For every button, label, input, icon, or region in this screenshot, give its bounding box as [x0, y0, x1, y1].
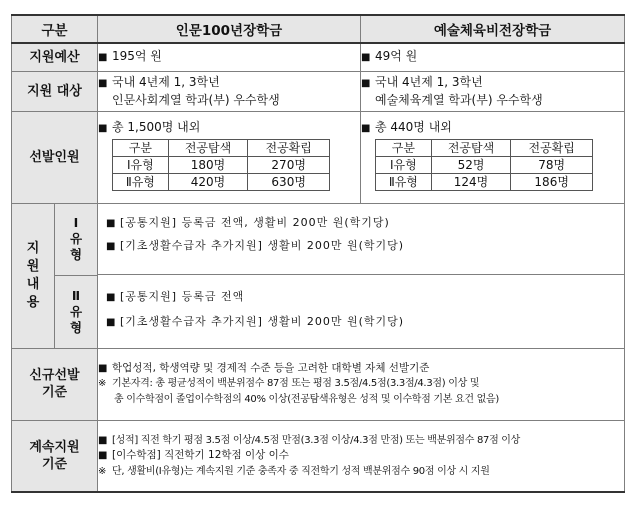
reference-mark-icon: ※: [98, 465, 107, 477]
selection-col2: [361, 111, 625, 203]
support-content: [98, 203, 625, 348]
selection-row: [12, 111, 625, 203]
header-col2: 예술체육비전장학금: [361, 15, 625, 43]
square-bullet-icon: ■: [98, 78, 108, 89]
square-bullet-icon: ■: [106, 218, 117, 229]
target-col2: [361, 71, 625, 111]
square-bullet-icon: ■: [98, 434, 108, 446]
square-bullet-icon: ■: [98, 362, 108, 374]
selection-col1: [98, 111, 361, 203]
cont-criteria-row: [12, 420, 625, 492]
budget-col2: [361, 43, 625, 71]
type1-line1: [공통지원] 등록금 전액, 생활비 200만 원(학기당): [120, 216, 390, 229]
inner-cell: 270명: [248, 157, 330, 174]
inner-cell: Ⅰ유형: [113, 157, 169, 174]
support-label-grid: [12, 204, 97, 348]
header-row: [12, 15, 625, 43]
inner-cell: 180명: [168, 157, 248, 174]
inner-header: 전공탐색: [431, 140, 511, 157]
support-label-cell: [12, 203, 98, 348]
new-criteria-content: [98, 348, 625, 420]
target-col2-line1: 국내 4년제 1, 3학년: [375, 75, 483, 89]
inner-header: 구분: [113, 140, 169, 157]
square-bullet-icon: ■: [361, 123, 371, 134]
cont-criteria-content: [98, 420, 625, 492]
cont-criteria-note: 단, 생활비(Ⅰ유형)는 계속지원 기준 충족자 중 직전학기 성적 백분위점수 90점 이상 시 지원: [112, 465, 490, 477]
budget-label: 지원예산: [12, 43, 98, 71]
type1-content: [98, 204, 624, 275]
inner-cell: 124명: [431, 174, 511, 191]
inner-cell: 420명: [168, 174, 248, 191]
square-bullet-icon: ■: [98, 52, 108, 64]
square-bullet-icon: ■: [106, 317, 117, 328]
reference-mark-icon: ※: [98, 378, 107, 390]
budget-col2-text: 49억 원: [375, 49, 418, 64]
type2-line2: [기초생활수급자 추가지원] 생활비 200만 원(학기당): [120, 315, 405, 328]
support-row: [12, 203, 625, 348]
budget-col1: [98, 43, 361, 71]
new-criteria-note2: 총 이수학점이 졸업이수학점의 40% 이상(전공탐색유형은 성적 및 이수학점 기본 요건 없음): [114, 393, 499, 405]
type1-line2: [기초생활수급자 추가지원] 생활비 200만 원(학기당): [120, 239, 405, 252]
type1-label: Ⅰ 유 형: [55, 204, 98, 276]
inner-cell: 186명: [511, 174, 593, 191]
inner-cell: Ⅱ유형: [113, 174, 169, 191]
inner-header: 전공확립: [248, 140, 330, 157]
selection-label: 선발인원: [12, 111, 98, 203]
target-col2-line2: 예술체육계열 학과(부) 우수학생: [375, 93, 543, 107]
inner-header: 전공탐색: [168, 140, 248, 157]
inner-header: 전공확립: [511, 140, 593, 157]
square-bullet-icon: ■: [98, 450, 108, 461]
target-col1-line2: 인문사회계열 학과(부) 우수학생: [112, 93, 280, 107]
scholarship-table: [11, 14, 625, 493]
header-col1: 인문100년장학금: [98, 15, 361, 43]
selection-col1-total: 총 1,500명 내외: [112, 120, 201, 134]
new-criteria-label: 신규선발 기준: [12, 348, 98, 420]
budget-col1-text: 195억 원: [112, 49, 162, 64]
selection-col2-table: [375, 139, 593, 191]
support-label: 지 원 내 용: [12, 204, 55, 348]
inner-cell: Ⅰ유형: [376, 157, 432, 174]
type2-content: [98, 275, 624, 347]
square-bullet-icon: ■: [106, 241, 117, 252]
cont-criteria-line2: [이수학점] 직전학기 12학점 이상 이수: [112, 449, 289, 461]
inner-cell: 52명: [431, 157, 511, 174]
inner-cell: Ⅱ유형: [376, 174, 432, 191]
new-criteria-row: [12, 348, 625, 420]
type2-label: Ⅱ 유 형: [55, 275, 98, 348]
cont-criteria-label: 계속지원 기준: [12, 420, 98, 492]
square-bullet-icon: ■: [361, 78, 371, 89]
new-criteria-note1: 기본자격: 총 평균성적이 백분위점수 87점 또는 평점 3.5점/4.5점(3.3점/4.3점) 이상 및: [112, 378, 480, 390]
header-category: 구분: [12, 15, 98, 43]
square-bullet-icon: ■: [98, 123, 108, 134]
target-label: 지원 대상: [12, 71, 98, 111]
new-criteria-line1: 학업성적, 학생역량 및 경제적 수준 등을 고려한 대학별 자체 선발기준: [112, 361, 430, 374]
cont-criteria-line1: [성적] 직전 학기 평점 3.5점 이상/4.5점 만점(3.3점 이상/4.3점 만점) 또는 백분위점수 87점 이상: [112, 434, 521, 446]
inner-cell: 630명: [248, 174, 330, 191]
type2-line1: [공통지원] 등록금 전액: [120, 290, 245, 303]
selection-col2-total: 총 440명 내외: [375, 120, 452, 134]
inner-header: 구분: [376, 140, 432, 157]
selection-col1-table: [112, 139, 330, 191]
target-row: [12, 71, 625, 111]
inner-cell: 78명: [511, 157, 593, 174]
target-col1-line1: 국내 4년제 1, 3학년: [112, 75, 220, 89]
square-bullet-icon: ■: [361, 52, 371, 64]
square-bullet-icon: ■: [106, 292, 117, 303]
target-col1: [98, 71, 361, 111]
budget-row: [12, 43, 625, 71]
